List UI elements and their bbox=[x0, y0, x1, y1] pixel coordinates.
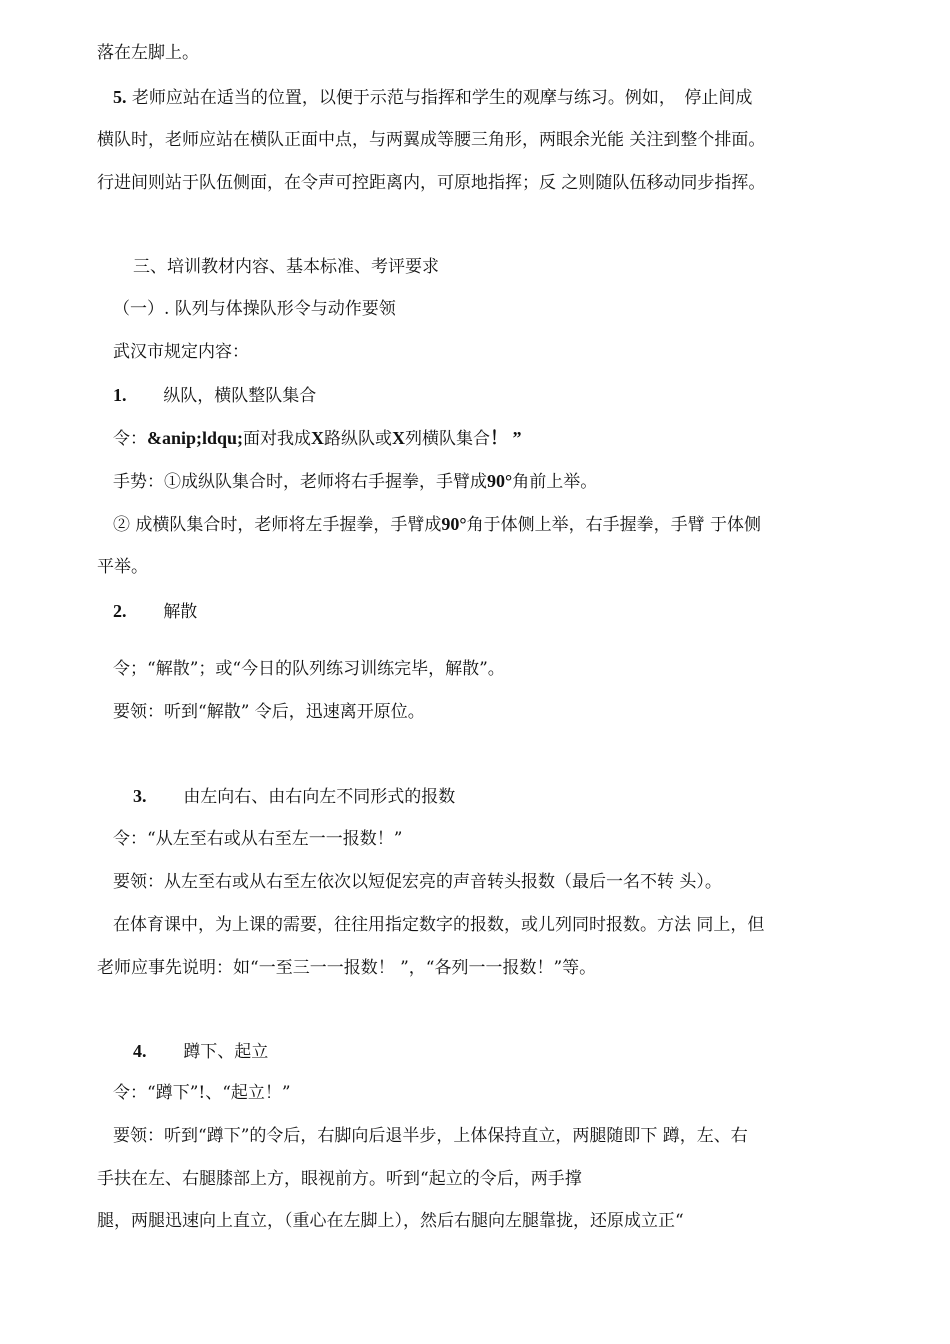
item-3-note-line2: 老师应事先说明：如“一至三一一报数！ ”，“各列一一报数！”等。 bbox=[97, 958, 597, 978]
item-4-key-line3: 腿，两腿迅速向上直立，（重心在左脚上），然后右腿向左腿靠拢，还原成立正“ bbox=[97, 1211, 684, 1231]
section-heading: 三、培训教材内容、基本标准、考评要求 bbox=[133, 257, 439, 277]
list-number: 5. bbox=[113, 87, 127, 107]
item-2-command: 令；“解散”；或“今日的队列练习训练完毕，解散”。 bbox=[113, 659, 505, 679]
list-number: 2. bbox=[113, 601, 127, 621]
item-3-note-line1: 在体育课中，为上课的需要，往往用指定数字的报数，或儿列同时报数。方法 同上，但 bbox=[113, 915, 765, 935]
item-1-command: 令：&anip;ldqu;面对我成X路纵队或X列横队集合！ ” bbox=[113, 428, 522, 449]
paragraph-line: 落在左脚上。 bbox=[97, 43, 199, 63]
item-title: 纵队，横队整队集合 bbox=[163, 386, 317, 406]
item-1-title-line bbox=[113, 384, 316, 407]
item-title: 解散 bbox=[163, 602, 198, 622]
list-number: 4. bbox=[133, 1041, 147, 1061]
item-4-key-line1: 要领：听到“蹲下”的令后，右脚向后退半步，上体保持直立，两腿随即下 蹲，左、右 bbox=[113, 1126, 748, 1146]
item-title: 蹲下、起立 bbox=[183, 1042, 269, 1062]
item-1-gesture-1: 手势：①成纵队集合时，老师将右手握拳，手臂成90°角前上举。 bbox=[113, 471, 598, 492]
item-title: 由左向右、由右向左不同形式的报数 bbox=[183, 787, 456, 807]
item-4-command: 令：“蹲下”!、“起立！” bbox=[113, 1083, 291, 1103]
item-1-gesture-2-cont: 平举。 bbox=[97, 557, 148, 577]
list-item-5-line3: 行进间则站于队伍侧面，在令声可控距离内，可原地指挥；反 之则随队伍移动同步指挥。 bbox=[97, 173, 766, 193]
region-label: 武汉市规定内容： bbox=[113, 342, 249, 362]
item-1-gesture-2: ② 成横队集合时，老师将左手握拳，手臂成90°角于体侧上举，右手握拳，手臂 于体侧 bbox=[113, 514, 762, 535]
item-4-key-line2: 手扶在左、右腿膝部上方，眼视前方。听到“起立的令后，两手撑 bbox=[97, 1169, 582, 1189]
list-item-5-line2: 横队时，老师应站在横队正面中点，与两翼成等腰三角形，两眼余光能 关注到整个排面。 bbox=[97, 130, 766, 150]
list-number: 3. bbox=[133, 786, 147, 806]
item-3-title-line bbox=[133, 785, 455, 808]
item-2-key-points: 要领：听到“解散” 令后，迅速离开原位。 bbox=[113, 702, 425, 722]
item-3-command: 令：“从左至右或从右至左一一报数！” bbox=[113, 829, 403, 849]
item-2-title-line bbox=[113, 600, 197, 623]
item-4-title-line bbox=[133, 1040, 268, 1063]
subsection-heading: （一）. 队列与体操队形令与动作要领 bbox=[113, 299, 396, 319]
list-number: 1. bbox=[113, 385, 127, 405]
item-3-key-points: 要领：从左至右或从右至左依次以短促宏亮的声音转头报数（最后一名不转 头）。 bbox=[113, 872, 722, 892]
list-item-text: 老师应站在适当的位置，以便于示范与指挥和学生的观摩与练习。例如， 停止间成 bbox=[131, 88, 753, 108]
list-item-5-line1 bbox=[113, 86, 752, 109]
